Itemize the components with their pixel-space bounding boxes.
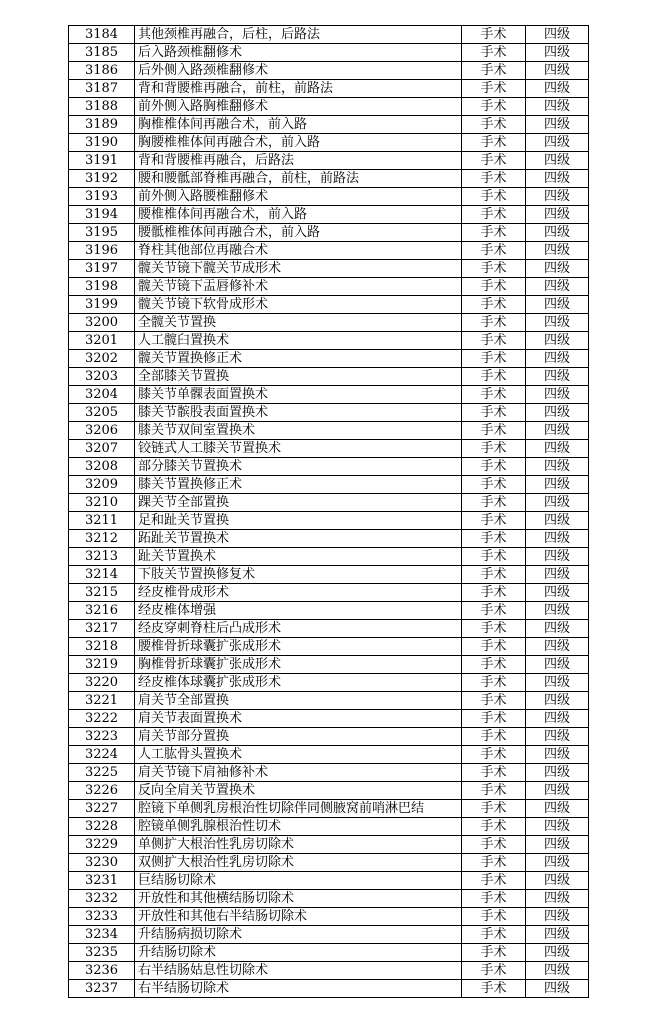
table-row [69,782,589,800]
procedure-name-cell: 双侧扩大根治性乳房切除术 [135,854,462,872]
procedure-level-cell: 四级 [526,962,589,980]
table-row [69,818,589,836]
procedure-name-cell: 全髋关节置换 [135,314,462,332]
procedure-id-cell: 3196 [69,242,135,260]
procedure-level-cell: 四级 [526,314,589,332]
procedure-id-cell: 3228 [69,818,135,836]
procedure-id-cell: 3220 [69,674,135,692]
table-row [69,278,589,296]
procedure-type-cell: 手术 [462,962,526,980]
procedure-id-cell: 3217 [69,620,135,638]
procedure-level-cell: 四级 [526,44,589,62]
procedure-name-cell: 经皮椎体球囊扩张成形术 [135,674,462,692]
procedure-id-cell: 3216 [69,602,135,620]
procedure-id-cell: 3194 [69,206,135,224]
procedure-id-cell: 3233 [69,908,135,926]
procedure-type-cell: 手术 [462,674,526,692]
table-row [69,188,589,206]
procedure-type-cell: 手术 [462,386,526,404]
procedure-id-cell: 3230 [69,854,135,872]
procedure-type-cell: 手术 [462,872,526,890]
procedure-level-cell: 四级 [526,134,589,152]
procedure-name-cell: 单侧扩大根治性乳房切除术 [135,836,462,854]
procedure-type-cell: 手术 [462,512,526,530]
procedure-level-cell: 四级 [526,98,589,116]
table-row [69,206,589,224]
table-row [69,872,589,890]
procedure-type-cell: 手术 [462,926,526,944]
table-row [69,332,589,350]
procedure-id-cell: 3234 [69,926,135,944]
table-row [69,926,589,944]
table-row [69,908,589,926]
procedure-level-cell: 四级 [526,80,589,98]
procedure-id-cell: 3221 [69,692,135,710]
procedure-type-cell: 手术 [462,458,526,476]
procedure-name-cell: 右半结肠姑息性切除术 [135,962,462,980]
procedure-name-cell: 腰椎骨折球囊扩张成形术 [135,638,462,656]
procedure-type-cell: 手术 [462,332,526,350]
table-row [69,458,589,476]
procedure-id-cell: 3197 [69,260,135,278]
procedure-level-cell: 四级 [526,728,589,746]
table-row [69,422,589,440]
procedure-type-cell: 手术 [462,692,526,710]
table-row [69,134,589,152]
table-row [69,26,589,44]
procedure-type-cell: 手术 [462,224,526,242]
procedure-name-cell: 膝关节双间室置换术 [135,422,462,440]
procedure-name-cell: 背和背腰椎再融合，前柱，前路法 [135,80,462,98]
table-row [69,350,589,368]
procedure-id-cell: 3227 [69,800,135,818]
procedure-name-cell: 反向全肩关节置换术 [135,782,462,800]
procedure-id-cell: 3235 [69,944,135,962]
procedure-type-cell: 手术 [462,260,526,278]
procedure-name-cell: 后外侧入路颈椎翻修术 [135,62,462,80]
table-row [69,116,589,134]
procedure-level-cell: 四级 [526,242,589,260]
procedure-type-cell: 手术 [462,170,526,188]
procedure-type-cell: 手术 [462,242,526,260]
procedure-type-cell: 手术 [462,440,526,458]
table-row [69,890,589,908]
table-row [69,440,589,458]
procedure-type-cell: 手术 [462,206,526,224]
procedure-level-cell: 四级 [526,404,589,422]
procedure-name-cell: 开放性和其他右半结肠切除术 [135,908,462,926]
table-row [69,674,589,692]
procedure-level-cell: 四级 [526,692,589,710]
table-row [69,710,589,728]
procedure-id-cell: 3186 [69,62,135,80]
procedure-type-cell: 手术 [462,152,526,170]
procedure-level-cell: 四级 [526,674,589,692]
procedure-type-cell: 手术 [462,818,526,836]
procedure-type-cell: 手术 [462,584,526,602]
procedure-table [68,25,589,998]
procedure-type-cell: 手术 [462,134,526,152]
procedure-name-cell: 前外侧入路胸椎翻修术 [135,98,462,116]
table-row [69,368,589,386]
procedure-level-cell: 四级 [526,980,589,998]
procedure-name-cell: 胸椎骨折球囊扩张成形术 [135,656,462,674]
procedure-type-cell: 手术 [462,854,526,872]
procedure-name-cell: 足和趾关节置换 [135,512,462,530]
procedure-level-cell: 四级 [526,584,589,602]
table-row [69,224,589,242]
table-row [69,566,589,584]
table-row [69,152,589,170]
procedure-type-cell: 手术 [462,62,526,80]
procedure-name-cell: 髋关节镜下盂唇修补术 [135,278,462,296]
procedure-id-cell: 3225 [69,764,135,782]
procedure-id-cell: 3200 [69,314,135,332]
table-row [69,620,589,638]
procedure-level-cell: 四级 [526,296,589,314]
procedure-id-cell: 3207 [69,440,135,458]
procedure-id-cell: 3236 [69,962,135,980]
procedure-name-cell: 踝关节全部置换 [135,494,462,512]
procedure-type-cell: 手术 [462,314,526,332]
procedure-level-cell: 四级 [526,944,589,962]
procedure-name-cell: 铰链式人工膝关节置换术 [135,440,462,458]
procedure-name-cell: 髋关节置换修正术 [135,350,462,368]
table-row [69,494,589,512]
procedure-type-cell: 手术 [462,476,526,494]
procedure-name-cell: 巨结肠切除术 [135,872,462,890]
procedure-name-cell: 下肢关节置换修复术 [135,566,462,584]
procedure-name-cell: 髋关节镜下髋关节成形术 [135,260,462,278]
procedure-type-cell: 手术 [462,494,526,512]
procedure-name-cell: 膝关节髌股表面置换术 [135,404,462,422]
procedure-id-cell: 3215 [69,584,135,602]
procedure-level-cell: 四级 [526,764,589,782]
procedure-type-cell: 手术 [462,980,526,998]
procedure-type-cell: 手术 [462,800,526,818]
table-row [69,386,589,404]
procedure-id-cell: 3205 [69,404,135,422]
procedure-level-cell: 四级 [526,908,589,926]
procedure-level-cell: 四级 [526,638,589,656]
procedure-id-cell: 3211 [69,512,135,530]
procedure-type-cell: 手术 [462,620,526,638]
procedure-id-cell: 3187 [69,80,135,98]
procedure-type-cell: 手术 [462,764,526,782]
table-row [69,944,589,962]
table-row [69,404,589,422]
procedure-level-cell: 四级 [526,26,589,44]
procedure-id-cell: 3204 [69,386,135,404]
procedure-id-cell: 3214 [69,566,135,584]
procedure-type-cell: 手术 [462,746,526,764]
procedure-type-cell: 手术 [462,44,526,62]
table-row [69,98,589,116]
procedure-level-cell: 四级 [526,350,589,368]
procedure-id-cell: 3222 [69,710,135,728]
procedure-level-cell: 四级 [526,710,589,728]
procedure-level-cell: 四级 [526,746,589,764]
table-row [69,962,589,980]
table-row [69,512,589,530]
procedure-name-cell: 人工髋臼置换术 [135,332,462,350]
table-row [69,836,589,854]
procedure-level-cell: 四级 [526,512,589,530]
procedure-type-cell: 手术 [462,782,526,800]
table-row [69,854,589,872]
procedure-id-cell: 3184 [69,26,135,44]
procedure-name-cell: 跖趾关节置换术 [135,530,462,548]
procedure-table-body [69,26,589,998]
procedure-id-cell: 3229 [69,836,135,854]
table-row [69,314,589,332]
procedure-id-cell: 3210 [69,494,135,512]
table-row [69,746,589,764]
table-row [69,62,589,80]
table-row [69,764,589,782]
procedure-type-cell: 手术 [462,566,526,584]
procedure-type-cell: 手术 [462,656,526,674]
procedure-level-cell: 四级 [526,530,589,548]
procedure-type-cell: 手术 [462,908,526,926]
procedure-id-cell: 3213 [69,548,135,566]
procedure-id-cell: 3193 [69,188,135,206]
procedure-type-cell: 手术 [462,890,526,908]
procedure-level-cell: 四级 [526,116,589,134]
procedure-name-cell: 右半结肠切除术 [135,980,462,998]
procedure-level-cell: 四级 [526,890,589,908]
procedure-level-cell: 四级 [526,620,589,638]
table-row [69,656,589,674]
procedure-level-cell: 四级 [526,332,589,350]
procedure-name-cell: 经皮椎骨成形术 [135,584,462,602]
table-row [69,800,589,818]
procedure-name-cell: 其他颈椎再融合，后柱，后路法 [135,26,462,44]
table-row [69,296,589,314]
procedure-name-cell: 肩关节全部置换 [135,692,462,710]
procedure-type-cell: 手术 [462,602,526,620]
procedure-id-cell: 3232 [69,890,135,908]
table-row [69,476,589,494]
procedure-id-cell: 3231 [69,872,135,890]
procedure-level-cell: 四级 [526,170,589,188]
procedure-name-cell: 胸腰椎椎体间再融合术，前入路 [135,134,462,152]
procedure-type-cell: 手术 [462,368,526,386]
procedure-type-cell: 手术 [462,188,526,206]
procedure-id-cell: 3206 [69,422,135,440]
procedure-id-cell: 3223 [69,728,135,746]
procedure-name-cell: 开放性和其他横结肠切除术 [135,890,462,908]
procedure-type-cell: 手术 [462,80,526,98]
table-row [69,44,589,62]
procedure-type-cell: 手术 [462,278,526,296]
procedure-level-cell: 四级 [526,656,589,674]
procedure-level-cell: 四级 [526,476,589,494]
procedure-id-cell: 3203 [69,368,135,386]
procedure-name-cell: 经皮穿刺脊柱后凸成形术 [135,620,462,638]
procedure-type-cell: 手术 [462,296,526,314]
procedure-type-cell: 手术 [462,530,526,548]
procedure-type-cell: 手术 [462,944,526,962]
procedure-name-cell: 背和背腰椎再融合，后路法 [135,152,462,170]
procedure-name-cell: 腰和腰骶部脊椎再融合，前柱，前路法 [135,170,462,188]
procedure-name-cell: 经皮椎体增强 [135,602,462,620]
procedure-type-cell: 手术 [462,26,526,44]
procedure-level-cell: 四级 [526,872,589,890]
procedure-id-cell: 3237 [69,980,135,998]
procedure-level-cell: 四级 [526,278,589,296]
procedure-level-cell: 四级 [526,224,589,242]
procedure-name-cell: 肩关节部分置换 [135,728,462,746]
procedure-id-cell: 3199 [69,296,135,314]
table-row [69,530,589,548]
procedure-level-cell: 四级 [526,602,589,620]
procedure-name-cell: 后入路颈椎翻修术 [135,44,462,62]
procedure-level-cell: 四级 [526,206,589,224]
procedure-level-cell: 四级 [526,818,589,836]
procedure-level-cell: 四级 [526,440,589,458]
procedure-level-cell: 四级 [526,260,589,278]
procedure-name-cell: 腰椎椎体间再融合术，前入路 [135,206,462,224]
procedure-id-cell: 3191 [69,152,135,170]
procedure-id-cell: 3226 [69,782,135,800]
procedure-level-cell: 四级 [526,386,589,404]
procedure-name-cell: 部分膝关节置换术 [135,458,462,476]
procedure-id-cell: 3185 [69,44,135,62]
procedure-level-cell: 四级 [526,800,589,818]
table-row [69,638,589,656]
table-row [69,260,589,278]
procedure-id-cell: 3209 [69,476,135,494]
procedure-name-cell: 肩关节镜下肩袖修补术 [135,764,462,782]
procedure-name-cell: 膝关节单髁表面置换术 [135,386,462,404]
procedure-id-cell: 3195 [69,224,135,242]
procedure-type-cell: 手术 [462,728,526,746]
procedure-level-cell: 四级 [526,782,589,800]
procedure-type-cell: 手术 [462,548,526,566]
procedure-type-cell: 手术 [462,98,526,116]
procedure-name-cell: 升结肠病损切除术 [135,926,462,944]
table-row [69,980,589,998]
procedure-level-cell: 四级 [526,854,589,872]
procedure-id-cell: 3218 [69,638,135,656]
procedure-name-cell: 胸椎椎体间再融合术，前入路 [135,116,462,134]
procedure-level-cell: 四级 [526,188,589,206]
table-row [69,602,589,620]
procedure-id-cell: 3189 [69,116,135,134]
procedure-id-cell: 3198 [69,278,135,296]
procedure-name-cell: 脊柱其他部位再融合术 [135,242,462,260]
procedure-id-cell: 3188 [69,98,135,116]
procedure-type-cell: 手术 [462,638,526,656]
procedure-type-cell: 手术 [462,836,526,854]
procedure-id-cell: 3219 [69,656,135,674]
table-row [69,584,589,602]
procedure-id-cell: 3212 [69,530,135,548]
procedure-level-cell: 四级 [526,926,589,944]
procedure-name-cell: 膝关节置换修正术 [135,476,462,494]
procedure-level-cell: 四级 [526,548,589,566]
table-row [69,242,589,260]
table-row [69,80,589,98]
procedure-level-cell: 四级 [526,566,589,584]
procedure-type-cell: 手术 [462,422,526,440]
procedure-name-cell: 升结肠切除术 [135,944,462,962]
procedure-id-cell: 3192 [69,170,135,188]
table-row [69,692,589,710]
procedure-name-cell: 腰骶椎椎体间再融合术，前入路 [135,224,462,242]
procedure-level-cell: 四级 [526,152,589,170]
procedure-type-cell: 手术 [462,710,526,728]
procedure-level-cell: 四级 [526,368,589,386]
procedure-name-cell: 前外侧入路腰椎翻修术 [135,188,462,206]
procedure-level-cell: 四级 [526,458,589,476]
procedure-id-cell: 3224 [69,746,135,764]
procedure-level-cell: 四级 [526,62,589,80]
procedure-id-cell: 3201 [69,332,135,350]
procedure-id-cell: 3190 [69,134,135,152]
procedure-name-cell: 髋关节镜下软骨成形术 [135,296,462,314]
procedure-level-cell: 四级 [526,422,589,440]
table-row [69,170,589,188]
procedure-name-cell: 人工肱骨头置换术 [135,746,462,764]
procedure-id-cell: 3202 [69,350,135,368]
procedure-id-cell: 3208 [69,458,135,476]
procedure-name-cell: 肩关节表面置换术 [135,710,462,728]
procedure-level-cell: 四级 [526,836,589,854]
table-row [69,728,589,746]
procedure-type-cell: 手术 [462,404,526,422]
procedure-level-cell: 四级 [526,494,589,512]
procedure-name-cell: 腔镜单侧乳腺根治性切术 [135,818,462,836]
procedure-type-cell: 手术 [462,350,526,368]
procedure-name-cell: 全部膝关节置换 [135,368,462,386]
table-row [69,548,589,566]
procedure-name-cell: 趾关节置换术 [135,548,462,566]
procedure-name-cell: 腔镜下单侧乳房根治性切除伴同侧腋窝前哨淋巴结 [135,800,462,818]
procedure-type-cell: 手术 [462,116,526,134]
